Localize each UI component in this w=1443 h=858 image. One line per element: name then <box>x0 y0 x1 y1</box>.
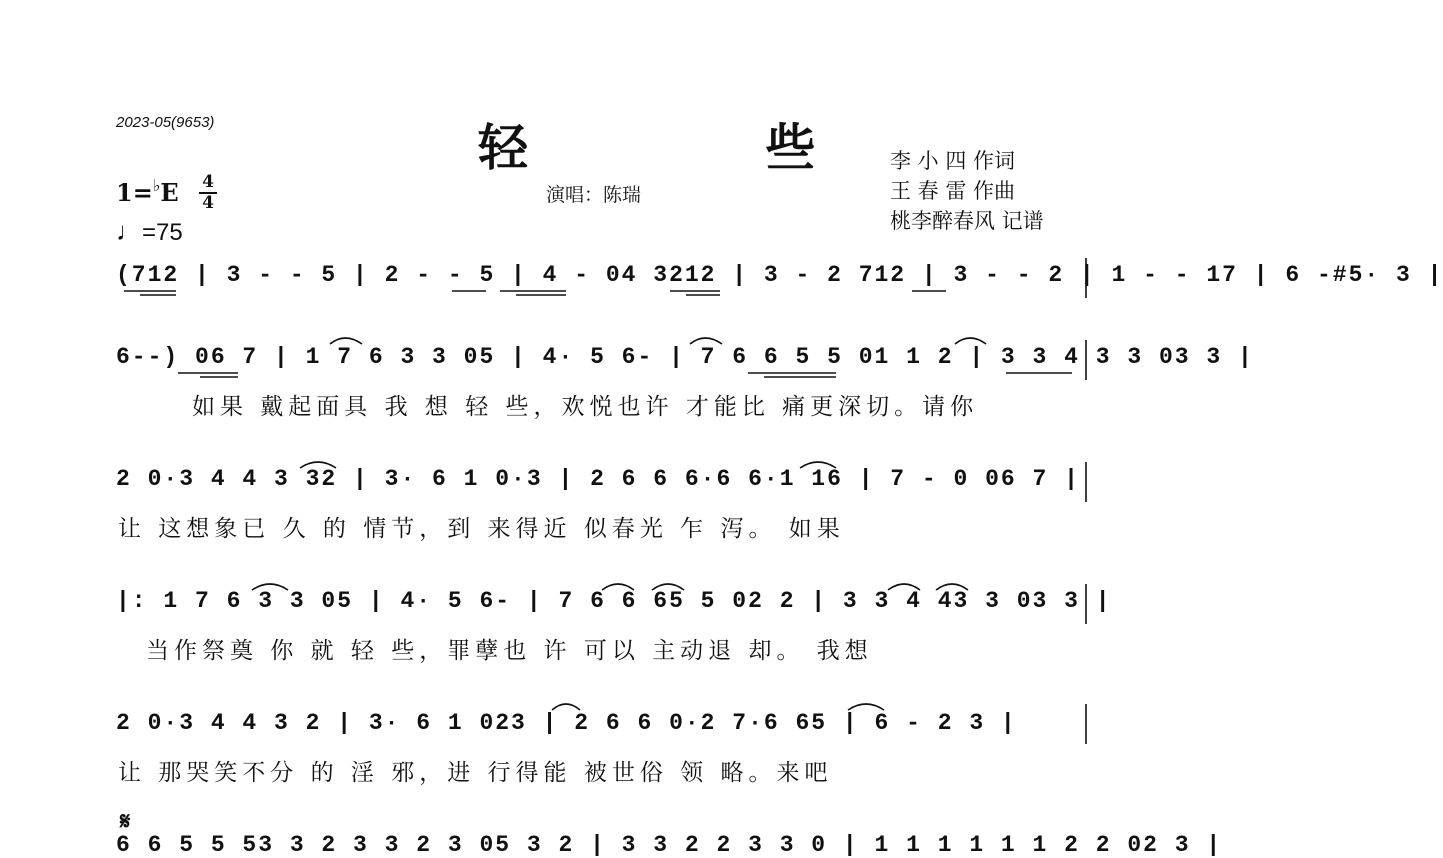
lyricist-credit: 李 小 四 作词 <box>890 149 1016 173</box>
singer-credit: 演唱：陈瑞 <box>546 184 642 206</box>
lyrics-line-4: 当作祭奠 你 就 轻 些，罪孽也 许 可以 主动退 却。 我想 <box>146 638 873 664</box>
song-title: 轻 些 <box>478 118 926 177</box>
tempo-value: =75 <box>142 219 183 246</box>
catalog-number: 2023-05(9653) <box>116 114 215 131</box>
score-line-2: 6--) 06 7 | 1 7 6 3 3 05 | 4· 5 6- | 7 6 6 5 5 01 1 2 | 3 3 4 3 3 03 3 | <box>116 344 1254 370</box>
score-line-6: 6 6 5 5 53 3 2 3 3 2 3 05 3 2 | 3 3 2 2 3 3 0 | 1 1 1 1 1 1 2 2 02 3 | <box>116 832 1223 858</box>
score-line-5: 2 0·3 4 4 3 2 | 3· 6 1 023 | 2 6 6 0·2 7·6 65 | 6 - 2 3 | <box>116 710 1017 736</box>
composer-credit: 王 春 雷 作曲 <box>890 179 1016 203</box>
score-line-1: (712 | 3 - - 5 | 2 - - 5 | 4 - 04 3212 | 3 - 2 712 | 3 - - 2 | 1 - - 17 | 6 -#5· 3 | <box>116 262 1443 288</box>
flat-icon: ♭ <box>152 176 161 195</box>
key-prefix: 1= <box>116 178 153 207</box>
time-signature-unit: 4 <box>202 193 214 213</box>
time-signature-beats: 4 <box>202 172 214 192</box>
score-line-3: 2 0·3 4 4 3 32 | 3· 6 1 0·3 | 2 6 6 6·6 6·1 16 | 7 - 0 06 7 | <box>116 466 1080 492</box>
segno-icon: 𝄋 <box>120 806 131 835</box>
lyrics-line-5: 让 那哭笑不分 的 淫 邪，进 行得能 被世俗 领 略。来吧 <box>118 760 833 786</box>
quarter-note-icon: ♩ <box>116 216 142 246</box>
lyrics-line-3: 让 这想象已 久 的 情节，到 来得近 似春光 乍 泻。 如果 <box>118 516 845 542</box>
transcriber-credit: 桃李醉春风 记谱 <box>890 209 1044 233</box>
score-line-4: |: 1 7 6 3 3 05 | 4· 5 6- | 7 6 6 65 5 02 2 | 3 3 4 43 3 03 3 | <box>116 588 1112 614</box>
key-note: E <box>160 178 179 207</box>
lyrics-line-2: 如果 戴起面具 我 想 轻 些，欢悦也许 才能比 痛更深切。请你 <box>192 394 979 420</box>
